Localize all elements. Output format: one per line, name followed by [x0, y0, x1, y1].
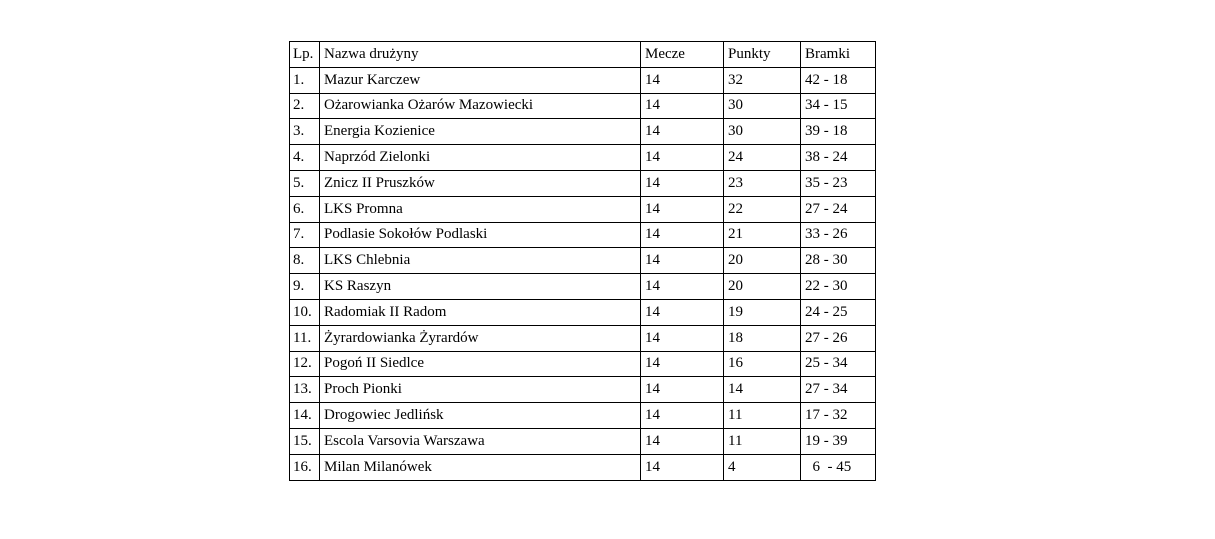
table-row — [290, 403, 876, 429]
cell-team-name: KS Raszyn — [320, 274, 641, 300]
cell-goals: 17 - 32 — [801, 403, 876, 429]
cell-lp: 13. — [290, 377, 320, 403]
cell-matches: 14 — [641, 454, 724, 480]
cell-lp: 16. — [290, 454, 320, 480]
header-row — [290, 42, 876, 68]
cell-matches: 14 — [641, 93, 724, 119]
cell-goals: 38 - 24 — [801, 145, 876, 171]
cell-matches: 14 — [641, 67, 724, 93]
cell-points: 32 — [724, 67, 801, 93]
cell-matches: 14 — [641, 325, 724, 351]
cell-matches: 14 — [641, 248, 724, 274]
cell-points: 4 — [724, 454, 801, 480]
cell-points: 16 — [724, 351, 801, 377]
cell-matches: 14 — [641, 196, 724, 222]
table-row — [290, 248, 876, 274]
cell-lp: 10. — [290, 299, 320, 325]
cell-goals: 27 - 34 — [801, 377, 876, 403]
cell-matches: 14 — [641, 119, 724, 145]
cell-points: 18 — [724, 325, 801, 351]
cell-team-name: Podlasie Sokołów Podlaski — [320, 222, 641, 248]
cell-points: 24 — [724, 145, 801, 171]
cell-matches: 14 — [641, 170, 724, 196]
cell-lp: 12. — [290, 351, 320, 377]
cell-team-name: Radomiak II Radom — [320, 299, 641, 325]
table-row — [290, 93, 876, 119]
cell-lp: 6. — [290, 196, 320, 222]
cell-goals: 25 - 34 — [801, 351, 876, 377]
table-row — [290, 145, 876, 171]
cell-team-name: LKS Chlebnia — [320, 248, 641, 274]
cell-lp: 4. — [290, 145, 320, 171]
cell-lp: 3. — [290, 119, 320, 145]
cell-goals: 34 - 15 — [801, 93, 876, 119]
cell-points: 20 — [724, 248, 801, 274]
cell-lp: 7. — [290, 222, 320, 248]
cell-points: 30 — [724, 93, 801, 119]
cell-lp: 9. — [290, 274, 320, 300]
cell-team-name: Żyrardowianka Żyrardów — [320, 325, 641, 351]
table-row — [290, 377, 876, 403]
header-team-name: Nazwa drużyny — [320, 42, 641, 68]
cell-team-name: Escola Varsovia Warszawa — [320, 428, 641, 454]
cell-team-name: Drogowiec Jedlińsk — [320, 403, 641, 429]
cell-lp: 1. — [290, 67, 320, 93]
table-row — [290, 222, 876, 248]
cell-points: 23 — [724, 170, 801, 196]
table-row — [290, 428, 876, 454]
cell-lp: 14. — [290, 403, 320, 429]
cell-goals: 19 - 39 — [801, 428, 876, 454]
table-row — [290, 299, 876, 325]
cell-team-name: LKS Promna — [320, 196, 641, 222]
cell-points: 11 — [724, 428, 801, 454]
cell-points: 21 — [724, 222, 801, 248]
table-row — [290, 325, 876, 351]
table-row — [290, 274, 876, 300]
cell-team-name: Energia Kozienice — [320, 119, 641, 145]
cell-goals: 27 - 24 — [801, 196, 876, 222]
table-row — [290, 196, 876, 222]
cell-lp: 5. — [290, 170, 320, 196]
cell-goals: 24 - 25 — [801, 299, 876, 325]
cell-points: 20 — [724, 274, 801, 300]
cell-team-name: Milan Milanówek — [320, 454, 641, 480]
cell-lp: 11. — [290, 325, 320, 351]
cell-matches: 14 — [641, 222, 724, 248]
table-row — [290, 351, 876, 377]
cell-team-name: Pogoń II Siedlce — [320, 351, 641, 377]
cell-matches: 14 — [641, 299, 724, 325]
cell-points: 19 — [724, 299, 801, 325]
header-lp: Lp. — [290, 42, 320, 68]
cell-team-name: Naprzód Zielonki — [320, 145, 641, 171]
cell-matches: 14 — [641, 274, 724, 300]
cell-points: 11 — [724, 403, 801, 429]
table-row — [290, 170, 876, 196]
table-header — [290, 42, 876, 68]
cell-goals: 6 - 45 — [801, 454, 876, 480]
table-row — [290, 67, 876, 93]
cell-goals: 33 - 26 — [801, 222, 876, 248]
header-points: Punkty — [724, 42, 801, 68]
standings-table — [289, 41, 876, 481]
table-row — [290, 454, 876, 480]
cell-points: 22 — [724, 196, 801, 222]
cell-goals: 27 - 26 — [801, 325, 876, 351]
header-goals: Bramki — [801, 42, 876, 68]
cell-matches: 14 — [641, 428, 724, 454]
cell-goals: 42 - 18 — [801, 67, 876, 93]
cell-lp: 2. — [290, 93, 320, 119]
cell-goals: 35 - 23 — [801, 170, 876, 196]
cell-team-name: Proch Pionki — [320, 377, 641, 403]
cell-points: 30 — [724, 119, 801, 145]
cell-points: 14 — [724, 377, 801, 403]
cell-goals: 39 - 18 — [801, 119, 876, 145]
cell-team-name: Ożarowianka Ożarów Mazowiecki — [320, 93, 641, 119]
cell-matches: 14 — [641, 403, 724, 429]
cell-matches: 14 — [641, 351, 724, 377]
cell-lp: 15. — [290, 428, 320, 454]
cell-goals: 22 - 30 — [801, 274, 876, 300]
cell-matches: 14 — [641, 145, 724, 171]
cell-goals: 28 - 30 — [801, 248, 876, 274]
table-row — [290, 119, 876, 145]
table-body — [290, 67, 876, 480]
header-matches: Mecze — [641, 42, 724, 68]
cell-matches: 14 — [641, 377, 724, 403]
cell-team-name: Mazur Karczew — [320, 67, 641, 93]
cell-team-name: Znicz II Pruszków — [320, 170, 641, 196]
cell-lp: 8. — [290, 248, 320, 274]
